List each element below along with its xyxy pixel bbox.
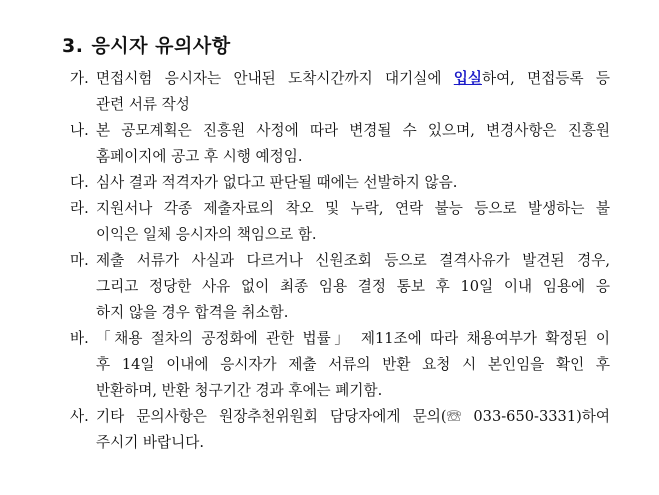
item-marker: 사.: [70, 408, 89, 425]
notice-item-sa: [70, 404, 610, 456]
item-body: [96, 66, 610, 118]
item-line: 주시기 바랍니다.: [96, 434, 204, 451]
item-body: [96, 404, 610, 456]
item-line: 관련 서류 작성: [96, 96, 190, 113]
section-number: 3.: [62, 35, 84, 57]
item-marker: 마.: [70, 252, 89, 269]
item-line: 기타 문의사항은 원장추천위원회 담당자에게 문의(☏ 033-650-3331)하여: [96, 408, 610, 425]
notice-item-ma: [70, 248, 610, 326]
item-line: 후 14일 이내에 응시자가 제출 서류의 반환 요청 시 본인임을 확인 후: [96, 356, 610, 373]
item-line: 이익은 일체 응시자의 책임으로 함.: [96, 226, 317, 243]
item-line: 제출 서류가 사실과 다르거나 신원조회 등으로 결격사유가 발견된 경우,: [96, 252, 610, 269]
item-line: 반환하며, 반환 청구기간 경과 후에는 폐기함.: [96, 382, 383, 399]
section-heading: [62, 31, 231, 58]
notice-item-ra: [70, 196, 610, 248]
item-line: 홈페이지에 공고 후 시행 예정임.: [96, 148, 303, 165]
item-line: 본 공모계획은 진흥원 사정에 따라 변경될 수 있으며, 변경사항은 진흥원: [96, 122, 610, 139]
item-marker: 가.: [70, 70, 89, 87]
item-body: [96, 326, 610, 404]
item-line: 지원서나 각종 제출자료의 착오 및 누락, 연락 불능 등으로 발생하는 불: [96, 200, 610, 217]
notice-item-ba: [70, 326, 610, 404]
item-marker: 라.: [70, 200, 89, 217]
item-line: 「채용 절차의 공정화에 관한 법률」 제11조에 따라 채용여부가 확정된 이: [96, 330, 610, 347]
notice-item-da: [70, 170, 610, 196]
item-line: 심사 결과 적격자가 없다고 판단될 때에는 선발하지 않음.: [96, 174, 458, 191]
item-line: 하지 않을 경우 합격을 취소함.: [96, 304, 289, 321]
check-in-link[interactable]: 입실: [453, 70, 482, 87]
item-body: [96, 170, 610, 196]
item-line: [96, 66, 610, 92]
item-text-before-link: 면접시험 응시자는 안내된 도착시간까지 대기실에: [96, 70, 454, 87]
item-line: 그리고 정당한 사유 없이 최종 임용 결정 통보 후 10일 이내 임용에 응: [96, 278, 610, 295]
item-marker: 다.: [70, 174, 89, 191]
item-text-after-link: 하여, 면접등록 등: [481, 70, 610, 87]
item-body: [96, 118, 610, 170]
item-body: [96, 248, 610, 326]
notice-item-na: [70, 118, 610, 170]
item-marker: 나.: [70, 122, 89, 139]
notice-item-ga: [70, 66, 610, 118]
item-body: [96, 196, 610, 248]
section-title-text: 응시자 유의사항: [91, 35, 231, 57]
item-marker: 바.: [70, 330, 89, 347]
